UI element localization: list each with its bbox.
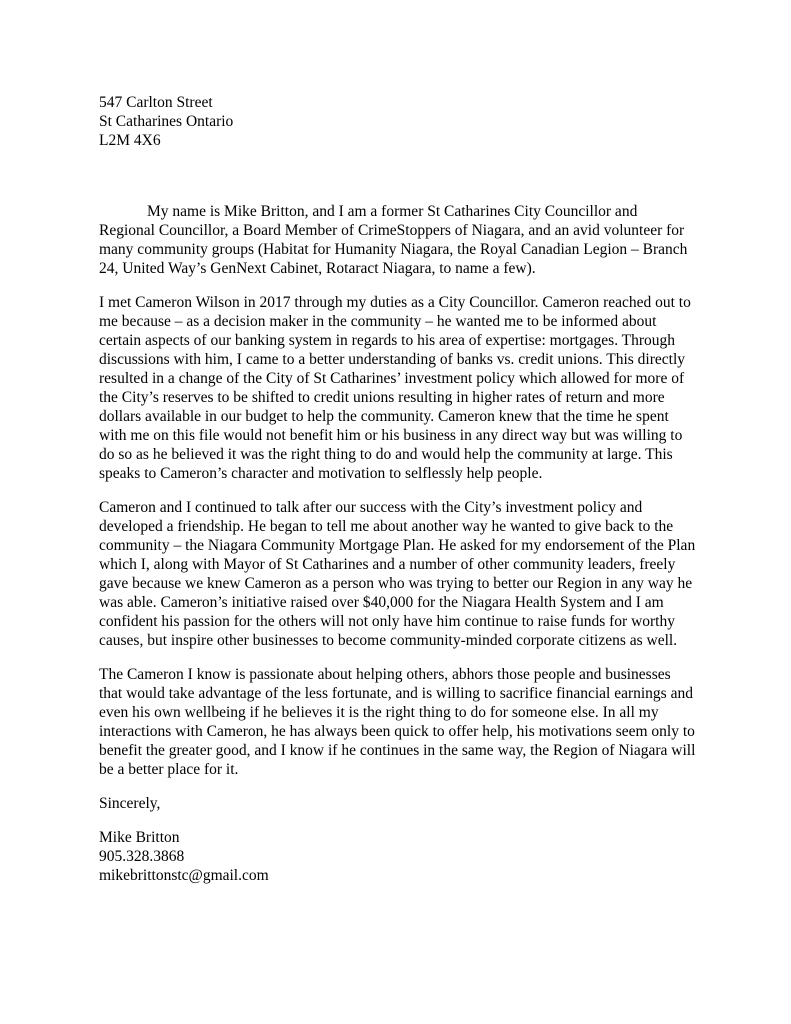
letter-paragraph-friendship: Cameron and I continued to talk after our success with the City’s investment policy and developed a friendship. He began to tell me about another way he wanted to give back to the community – the Niagara Community Mortgage Plan. He asked for my endorsement of the Plan which I, along with Mayor of St Catharines and a number of other community leaders, freely gave because we knew Cameron as a person who was trying to better our Region in any way he was able. Cameron’s initiative raised over $40,000 for the Niagara Health System and I am confident his passion for the others will not only have him continue to raise funds for worthy causes, but inspire other businesses to become community-minded corporate citizens as well.	[99, 499, 696, 649]
letter-closing: Sincerely,	[99, 795, 161, 812]
signature-block	[99, 828, 699, 885]
letter-paragraph-character: The Cameron I know is passionate about helping others, abhors those people and businesses that would take advantage of the less fortunate, and is willing to sacrifice financial earnings and even his own wellbeing if he believes it is the right thing to do for someone else. In all my interactions with Cameron, he has always been quick to offer help, his motivations seem only to benefit the greater good, and I know if he continues in the same way, the Region of Niagara will be a better place for it.	[99, 666, 696, 778]
address-line-postal-code: L2M 4X6	[99, 132, 161, 149]
address-line-street: 547 Carlton Street	[99, 94, 213, 111]
letter-paragraph-intro: My name is Mike Britton, and I am a former St Catharines City Councillor and Regional Councillor, a Board Member of CrimeStoppers of Niagara, and an avid volunteer for many community groups (Habitat for Humanity Niagara, the Royal Canadian Legion – Branch 24, United Way’s GenNext Cabinet, Rotaract Niagara, to name a few).	[99, 203, 688, 277]
address-line-city: St Catharines Ontario	[99, 113, 234, 130]
signature-email: mikebrittonstc@gmail.com	[99, 867, 269, 884]
letter-paragraph-meeting: I met Cameron Wilson in 2017 through my duties as a City Councillor. Cameron reached out to me because – as a decision maker in the community – he wanted me to be informed about certain aspects of our banking system in regards to his area of expertise: mortgages. Through discussions with him, I came to a better understanding of banks vs. credit unions. This directly resulted in a change of the City of St Catharines’ investment policy which allowed for more of the City’s reserves to be shifted to credit unions resulting in higher rates of return and more dollars available in our budget to help the community. Cameron knew that the time he spent with me on this file would not benefit him or his business in any direct way but was willing to do so as he believed it was the right thing to do and would help the community at large. This speaks to Cameron’s character and motivation to selflessly help people.	[99, 294, 691, 482]
signature-phone: 905.328.3868	[99, 848, 185, 865]
sender-address	[99, 93, 699, 150]
signature-name: Mike Britton	[99, 829, 180, 846]
